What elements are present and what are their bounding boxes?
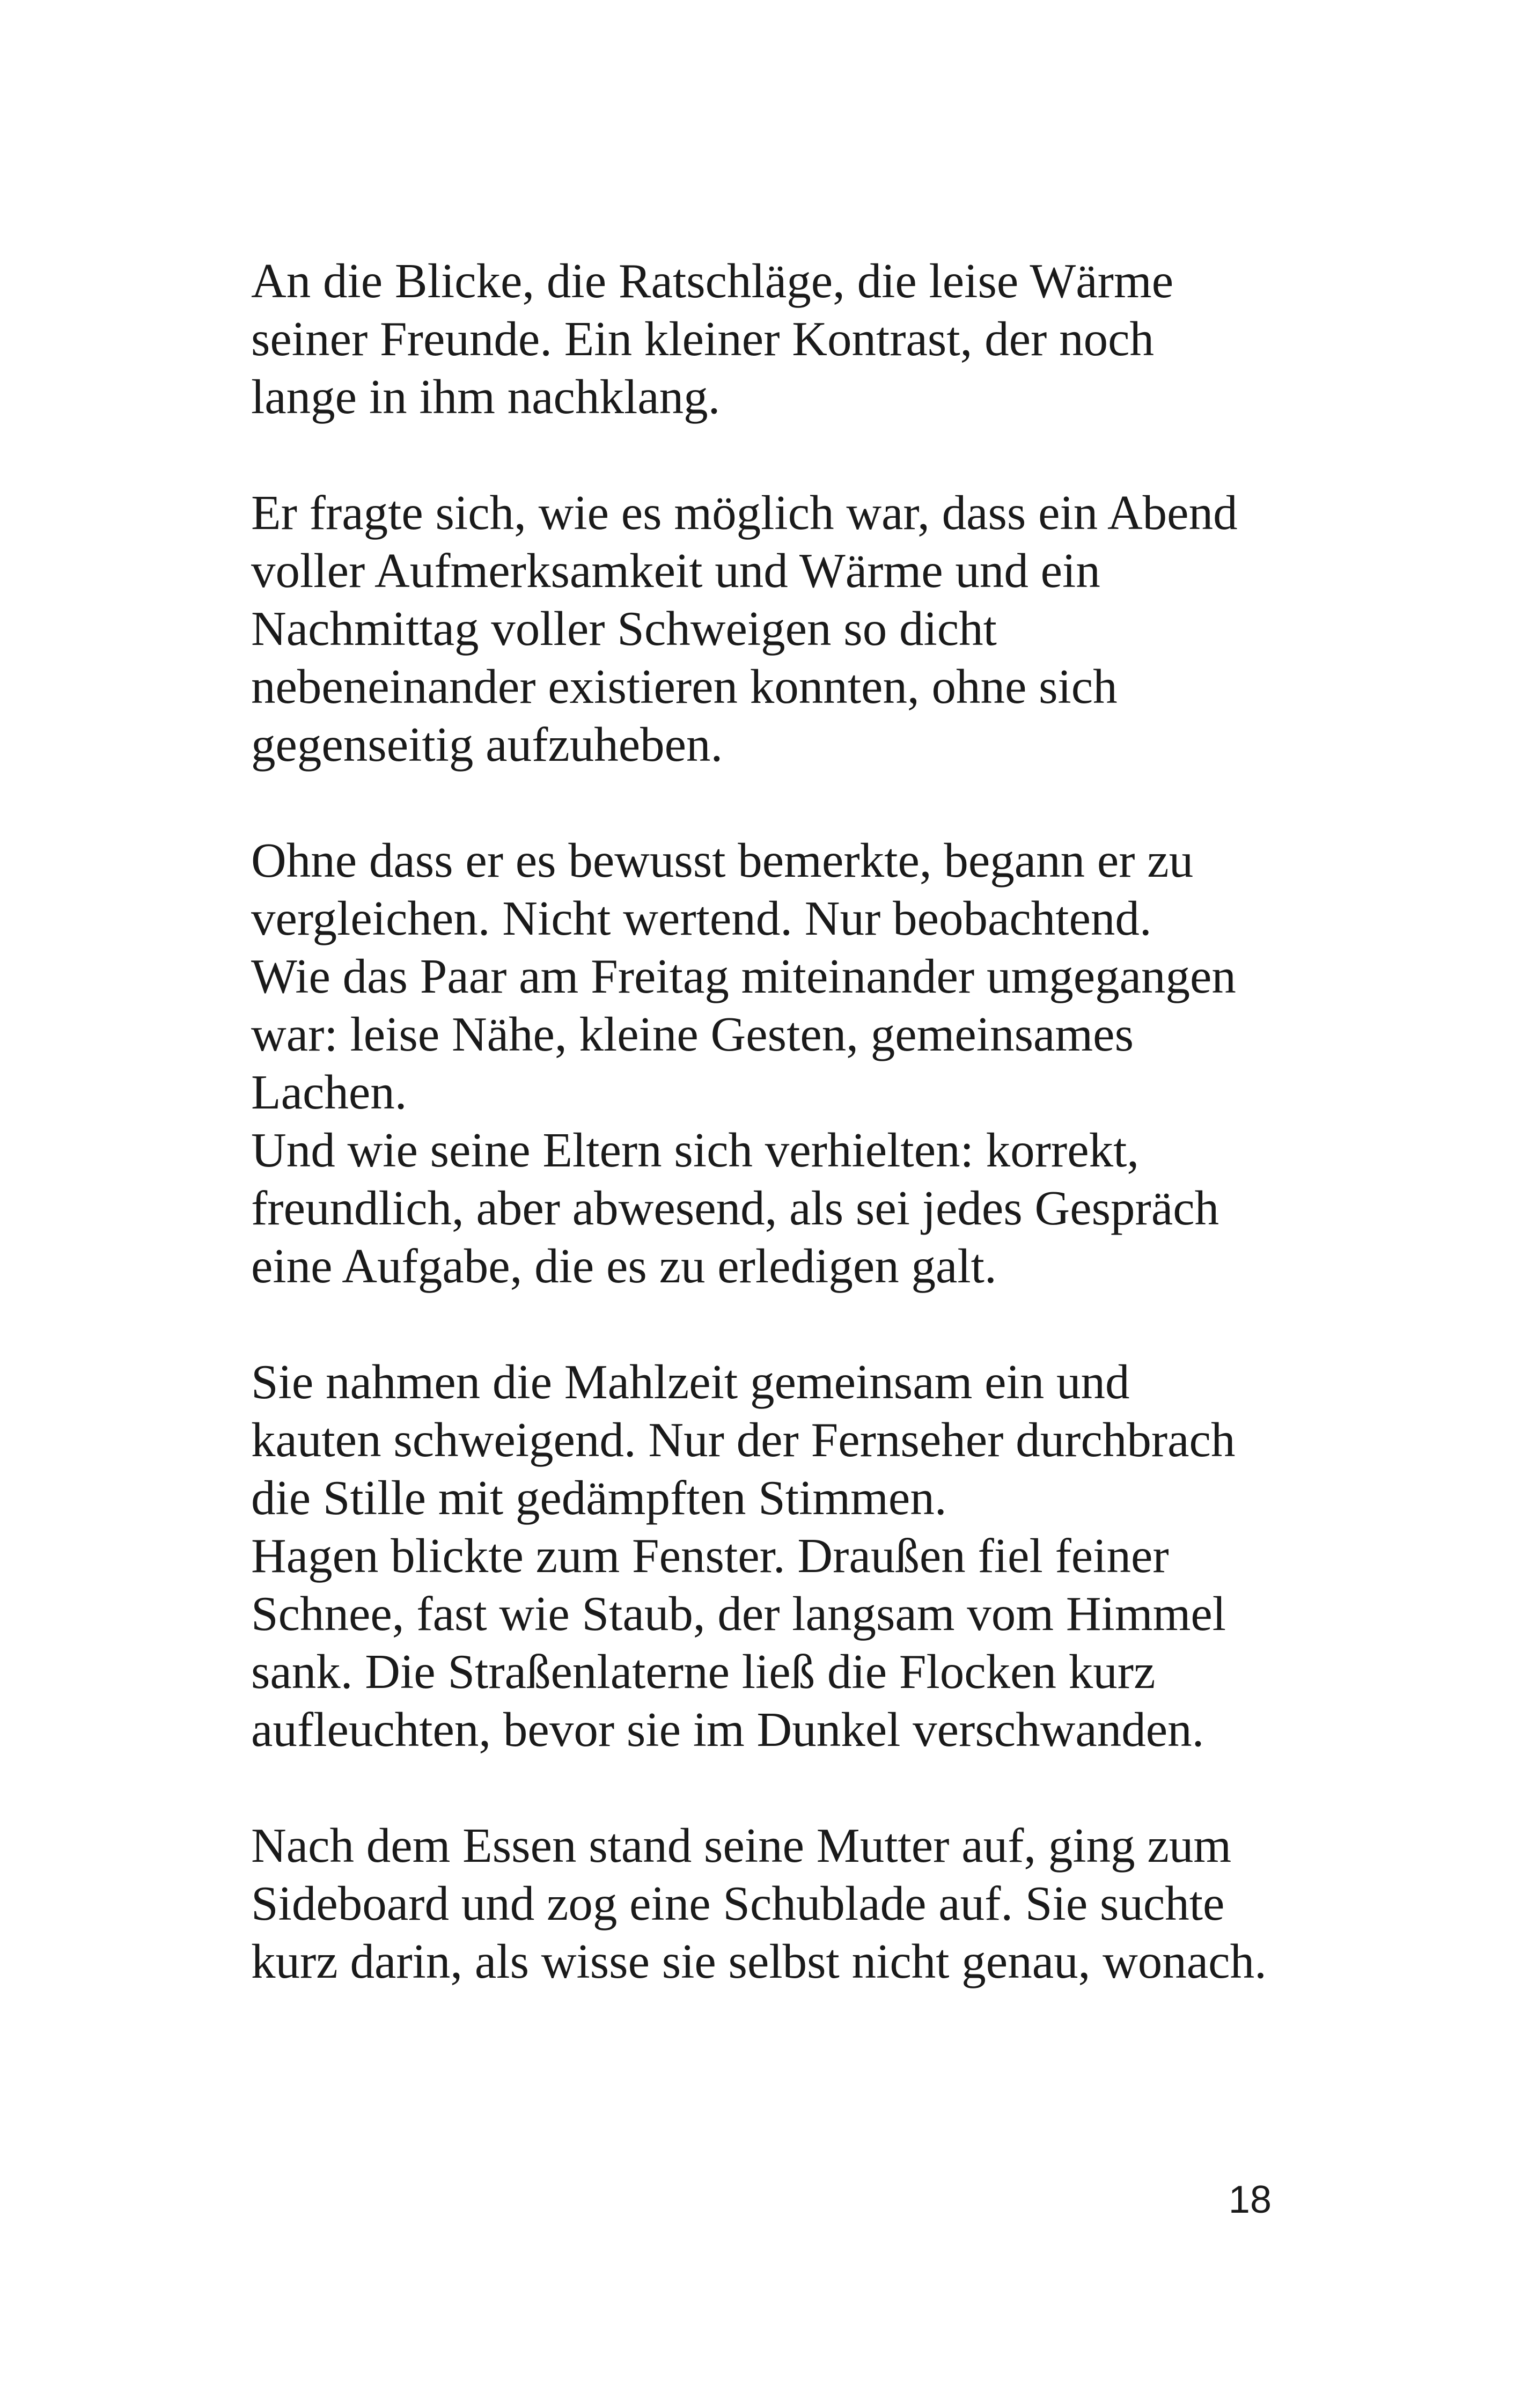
text-line: kurz darin, als wisse sie selbst nicht genau, wonach. <box>251 1934 1267 1988</box>
paragraph-5 <box>251 1817 1297 1991</box>
text-line: voller Aufmerksamkeit und Wärme und ein <box>251 544 1100 598</box>
body-text <box>251 252 1297 1991</box>
text-line: Sie nahmen die Mahlzeit gemeinsam ein und <box>251 1355 1130 1409</box>
text-line: An die Blicke, die Ratschläge, die leise Wärme <box>251 254 1174 308</box>
text-line: Nachmittag voller Schweigen so dicht <box>251 601 997 656</box>
text-line: nebeneinander existieren konnten, ohne sich <box>251 659 1118 714</box>
text-line: vergleichen. Nicht wertend. Nur beobachtend. <box>251 891 1152 945</box>
text-line: Nach dem Essen stand seine Mutter auf, ging zum <box>251 1818 1232 1873</box>
text-line: eine Aufgabe, die es zu erledigen galt. <box>251 1239 997 1293</box>
text-line: seiner Freunde. Ein kleiner Kontrast, der noch <box>251 312 1154 366</box>
paragraph-2 <box>251 484 1297 774</box>
text-line: war: leise Nähe, kleine Gesten, gemeinsames <box>251 1007 1134 1061</box>
text-line: Lachen. <box>251 1065 407 1119</box>
text-line: Schnee, fast wie Staub, der langsam vom Himmel <box>251 1587 1226 1641</box>
text-line: Ohne dass er es bewusst bemerkte, begann er zu <box>251 833 1194 887</box>
text-line: Und wie seine Eltern sich verhielten: korrekt, <box>251 1123 1140 1177</box>
text-line: Wie das Paar am Freitag miteinander umgegangen <box>251 949 1236 1003</box>
text-line: freundlich, aber abwesend, als sei jedes Gespräch <box>251 1181 1219 1235</box>
text-line: aufleuchten, bevor sie im Dunkel verschwanden. <box>251 1702 1204 1757</box>
paragraph-1 <box>251 252 1297 426</box>
text-line: Er fragte sich, wie es möglich war, dass ein Abend <box>251 486 1238 540</box>
text-line: Hagen blickte zum Fenster. Draußen fiel feiner <box>251 1529 1169 1583</box>
text-line: sank. Die Straßenlaterne ließ die Flocken kurz <box>251 1645 1156 1699</box>
text-line: Sideboard und zog eine Schublade auf. Sie suchte <box>251 1876 1225 1930</box>
page-number: 18 <box>1228 2178 1272 2221</box>
text-line: die Stille mit gedämpften Stimmen. <box>251 1471 947 1525</box>
text-line: kauten schweigend. Nur der Fernseher durchbrach <box>251 1413 1236 1467</box>
text-line: gegenseitig aufzuheben. <box>251 717 723 772</box>
text-line: lange in ihm nachklang. <box>251 370 721 424</box>
paragraph-4 <box>251 1353 1297 1759</box>
paragraph-3 <box>251 832 1297 1295</box>
